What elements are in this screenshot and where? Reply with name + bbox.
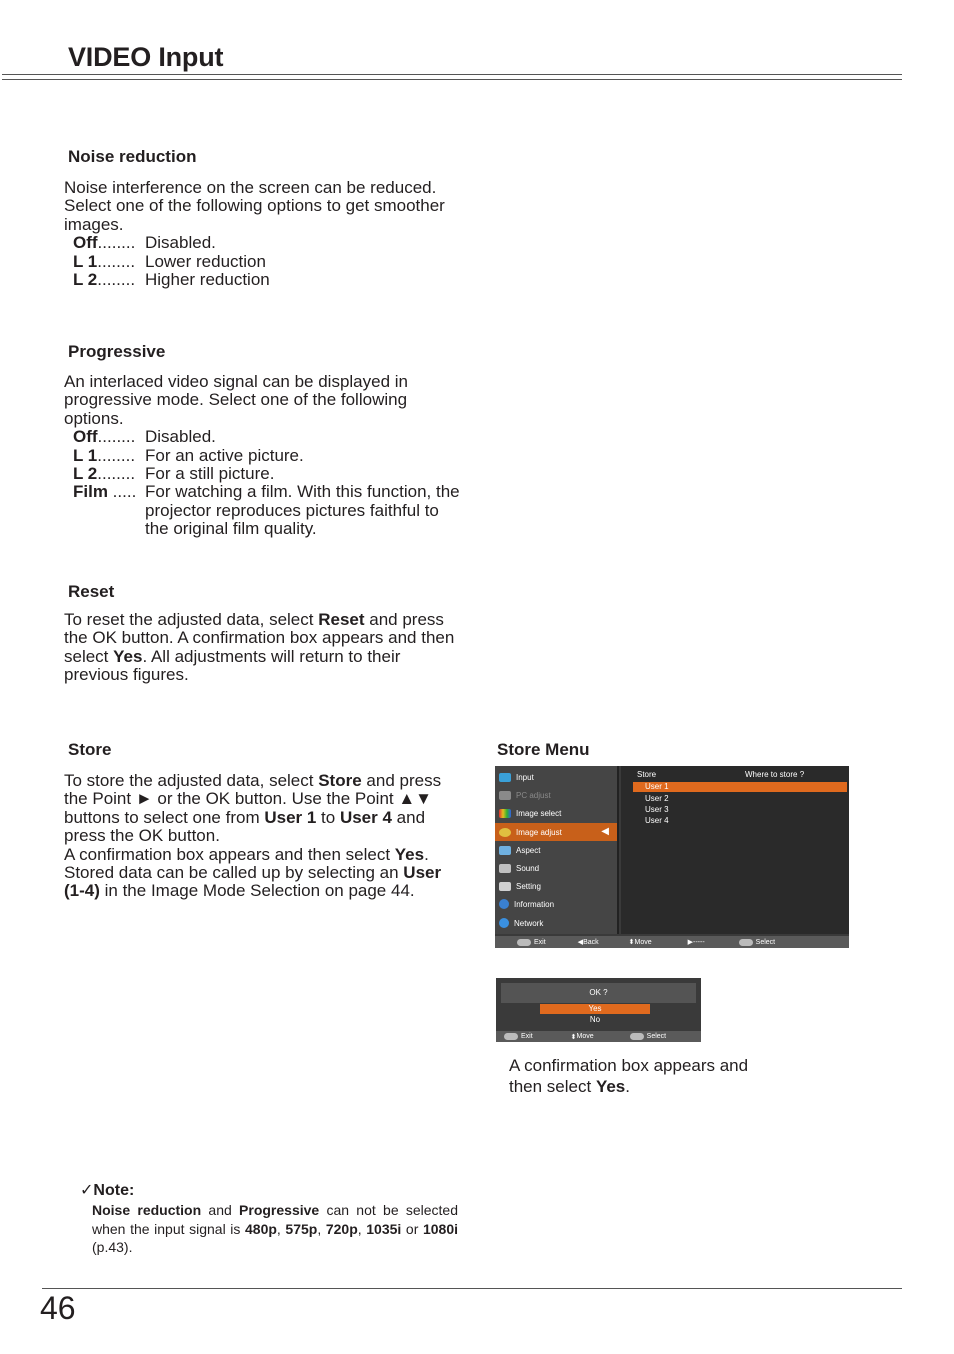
option-row — [64, 234, 464, 252]
bold-run: User 1 — [264, 807, 317, 827]
option-dots: ........ — [97, 464, 136, 484]
confirmation-caption — [509, 1056, 769, 1097]
aspect-icon — [499, 846, 511, 855]
osd-store-submenu — [621, 766, 849, 934]
option-key: L 1 — [73, 445, 98, 465]
sound-icon — [499, 864, 511, 873]
option-value: Higher reduction — [145, 270, 270, 290]
osd-menu-item-information[interactable] — [495, 895, 617, 913]
text-run: , — [276, 1220, 286, 1237]
option-key: Off — [73, 233, 98, 253]
store-user-4[interactable]: User 4 — [645, 816, 669, 825]
footer-select — [630, 1033, 666, 1040]
selected-arrow-icon: ◀ — [601, 826, 609, 837]
store-heading: Store — [68, 740, 112, 759]
checkmark-icon: ✓ — [80, 1182, 94, 1199]
bold-run: Noise reduction — [92, 1202, 202, 1218]
store-paragraph-1 — [64, 772, 456, 846]
text-run: , — [357, 1220, 367, 1237]
osd-menu-item-pc-adjust[interactable] — [495, 786, 617, 804]
store-user-1[interactable]: User 1 — [633, 782, 847, 792]
bold-run: Yes — [113, 646, 143, 666]
text-run: can not be selected when the input signal is — [92, 1202, 459, 1237]
bold-run: Yes — [595, 1076, 626, 1096]
text-run: , — [317, 1220, 326, 1237]
option-dots: ........ — [97, 270, 136, 290]
osd-menu-item-network[interactable] — [495, 914, 617, 932]
footer-back — [578, 938, 599, 946]
option-dots: ..... — [107, 482, 137, 502]
information-icon — [499, 899, 509, 909]
option-key: L 1 — [73, 251, 98, 271]
store-user-2[interactable]: User 2 — [645, 794, 669, 803]
footer-label: Select — [755, 938, 776, 946]
bold-run: Yes — [394, 844, 425, 864]
text-run: A confirmation box appears and then select — [64, 844, 395, 864]
text-run: and press the OK button. A confirmation box appears and then select — [64, 610, 455, 666]
option-row — [64, 428, 464, 446]
option-key: L 2 — [73, 270, 98, 290]
network-icon — [499, 918, 509, 928]
footer-move — [629, 938, 652, 946]
confirm-prompt: OK ? — [501, 983, 696, 1003]
option-dots: ........ — [97, 233, 136, 253]
footer-next: ▶----- — [687, 939, 705, 946]
text-run: (p.43). — [92, 1239, 133, 1256]
option-value: For an active picture. — [145, 445, 304, 465]
footer-label: Move — [634, 938, 652, 946]
osd-menu-item-sound[interactable] — [495, 859, 617, 877]
text-run: . All adjustments will return to their previous figures. — [64, 646, 401, 685]
bold-run: 480p — [245, 1220, 277, 1237]
ok-key-icon — [630, 1033, 644, 1040]
bold-run: User (1-4) — [64, 863, 442, 901]
footer-select — [739, 939, 775, 946]
bold-run: Progressive — [239, 1202, 320, 1218]
confirm-no-option[interactable]: No — [589, 1015, 601, 1024]
osd-menu-item-label: Image adjust — [516, 827, 562, 837]
noise-reduction-intro: Noise interference on the screen can be reduced. Select one of the following options to get smoother images. — [64, 178, 445, 234]
confirm-yes-option[interactable]: Yes — [540, 1004, 650, 1014]
option-dots: ........ — [97, 445, 136, 465]
footer-exit — [504, 1033, 533, 1040]
back-arrow-icon: ◀ — [577, 939, 584, 946]
text-run: and press the OK button. — [64, 807, 426, 846]
text-run: . — [625, 1076, 630, 1096]
osd-menu-item-image-select[interactable] — [495, 804, 617, 822]
option-row — [64, 465, 464, 483]
option-value: Disabled. — [145, 427, 216, 447]
store-paragraph-2 — [64, 846, 456, 901]
option-value: Lower reduction — [145, 251, 266, 271]
store-user-3[interactable]: User 3 — [645, 805, 669, 814]
bold-run: User 4 — [339, 807, 392, 827]
image-adjust-icon — [499, 828, 511, 837]
footer-label: Move — [576, 1033, 594, 1040]
osd-menu-item-setting[interactable] — [495, 877, 617, 895]
text-run: to — [316, 807, 340, 827]
footer-label: Exit — [521, 1033, 533, 1040]
page-number: 46 — [40, 1290, 76, 1326]
confirm-footer — [496, 1031, 701, 1042]
option-key: Film — [73, 482, 108, 502]
bold-run: Store — [318, 771, 362, 790]
reset-body — [64, 611, 462, 685]
confirmation-box-screenshot — [496, 978, 701, 1042]
bottom-rule — [42, 1288, 902, 1289]
note-heading — [80, 1180, 134, 1200]
progressive-body — [64, 373, 464, 539]
store-menu-screenshot — [495, 766, 849, 948]
bold-run: 1035i — [366, 1220, 402, 1237]
option-value: Disabled. — [145, 233, 216, 253]
bold-run: Reset — [318, 610, 365, 629]
text-run: To reset the adjusted data, select — [64, 610, 319, 629]
text-run: and press the Point ► or the OK button. Use the Point ▲▼ buttons to select one from — [64, 771, 442, 827]
option-key: Off — [73, 427, 98, 447]
osd-menu-item-aspect[interactable] — [495, 841, 617, 859]
option-value: For a still picture. — [145, 464, 275, 484]
option-key: L 2 — [73, 464, 98, 484]
title-rule — [2, 74, 902, 80]
option-row — [64, 253, 464, 271]
bold-run: 575p — [285, 1220, 318, 1237]
note-body — [92, 1201, 458, 1257]
page-title: VIDEO Input — [68, 42, 224, 72]
osd-menu-item-input[interactable] — [495, 768, 617, 786]
bold-run: 720p — [325, 1220, 358, 1237]
pc-adjust-icon — [499, 791, 511, 800]
bold-run: 1080i — [422, 1220, 459, 1237]
osd-menu-item-label: Network — [514, 918, 544, 928]
text-run: . Stored data can be called up by selecting an — [64, 844, 429, 883]
osd-menu-item-image-adjust[interactable] — [495, 823, 617, 841]
footer-label: Exit — [534, 938, 546, 946]
footer-label: Select — [646, 1033, 667, 1040]
store-body — [64, 772, 456, 901]
exit-key-icon — [517, 939, 531, 946]
setting-icon — [499, 882, 511, 891]
text-run: or — [401, 1220, 423, 1237]
option-dots: ........ — [97, 251, 136, 271]
noise-reduction-body — [64, 179, 464, 289]
updown-arrow-icon: ⬍ — [570, 1033, 577, 1041]
progressive-intro: An interlaced video signal can be displayed in progressive mode. Select one of the following options. — [64, 372, 409, 428]
osd-menu-item-label: Setting — [516, 881, 541, 891]
option-dots: ........ — [97, 427, 136, 447]
osd-main-menu — [495, 766, 619, 934]
option-row — [64, 483, 464, 538]
osd-menu-item-label: Information — [514, 899, 555, 909]
exit-key-icon — [504, 1033, 518, 1040]
note-heading-label: Note: — [93, 1182, 135, 1199]
ok-key-icon — [739, 939, 753, 946]
store-submenu-prompt: Where to store ? — [745, 770, 805, 779]
reset-paragraph — [64, 611, 462, 685]
footer-exit — [517, 939, 546, 946]
footer-move — [571, 1033, 594, 1041]
option-row — [64, 271, 464, 289]
text-run: To store the adjusted data, select — [64, 771, 319, 790]
option-row — [64, 447, 464, 465]
osd-menu-item-label: Aspect — [516, 845, 541, 855]
image-select-icon — [499, 809, 511, 818]
osd-menu-item-label: PC adjust — [516, 790, 551, 800]
osd-menu-item-label: Image select — [516, 808, 562, 818]
option-value: For watching a film. With this function, the projector reproduces pictures faithful to the original film quality. — [145, 482, 460, 539]
text-run: and — [201, 1202, 240, 1218]
store-menu-heading: Store Menu — [497, 740, 590, 759]
osd-footer — [495, 936, 849, 948]
text-run: A confirmation box appears and then select — [509, 1056, 749, 1096]
input-icon — [499, 773, 511, 782]
progressive-heading: Progressive — [68, 342, 166, 361]
text-run: in the Image Mode Selection on page 44. — [99, 881, 415, 901]
store-submenu-title: Store — [637, 770, 657, 779]
updown-arrow-icon: ⬍ — [628, 939, 635, 946]
noise-reduction-heading: Noise reduction — [68, 147, 197, 166]
osd-menu-item-label: Sound — [516, 863, 540, 873]
footer-label: Back — [583, 938, 599, 946]
reset-heading: Reset — [68, 582, 115, 601]
osd-menu-item-label: Input — [516, 772, 534, 782]
